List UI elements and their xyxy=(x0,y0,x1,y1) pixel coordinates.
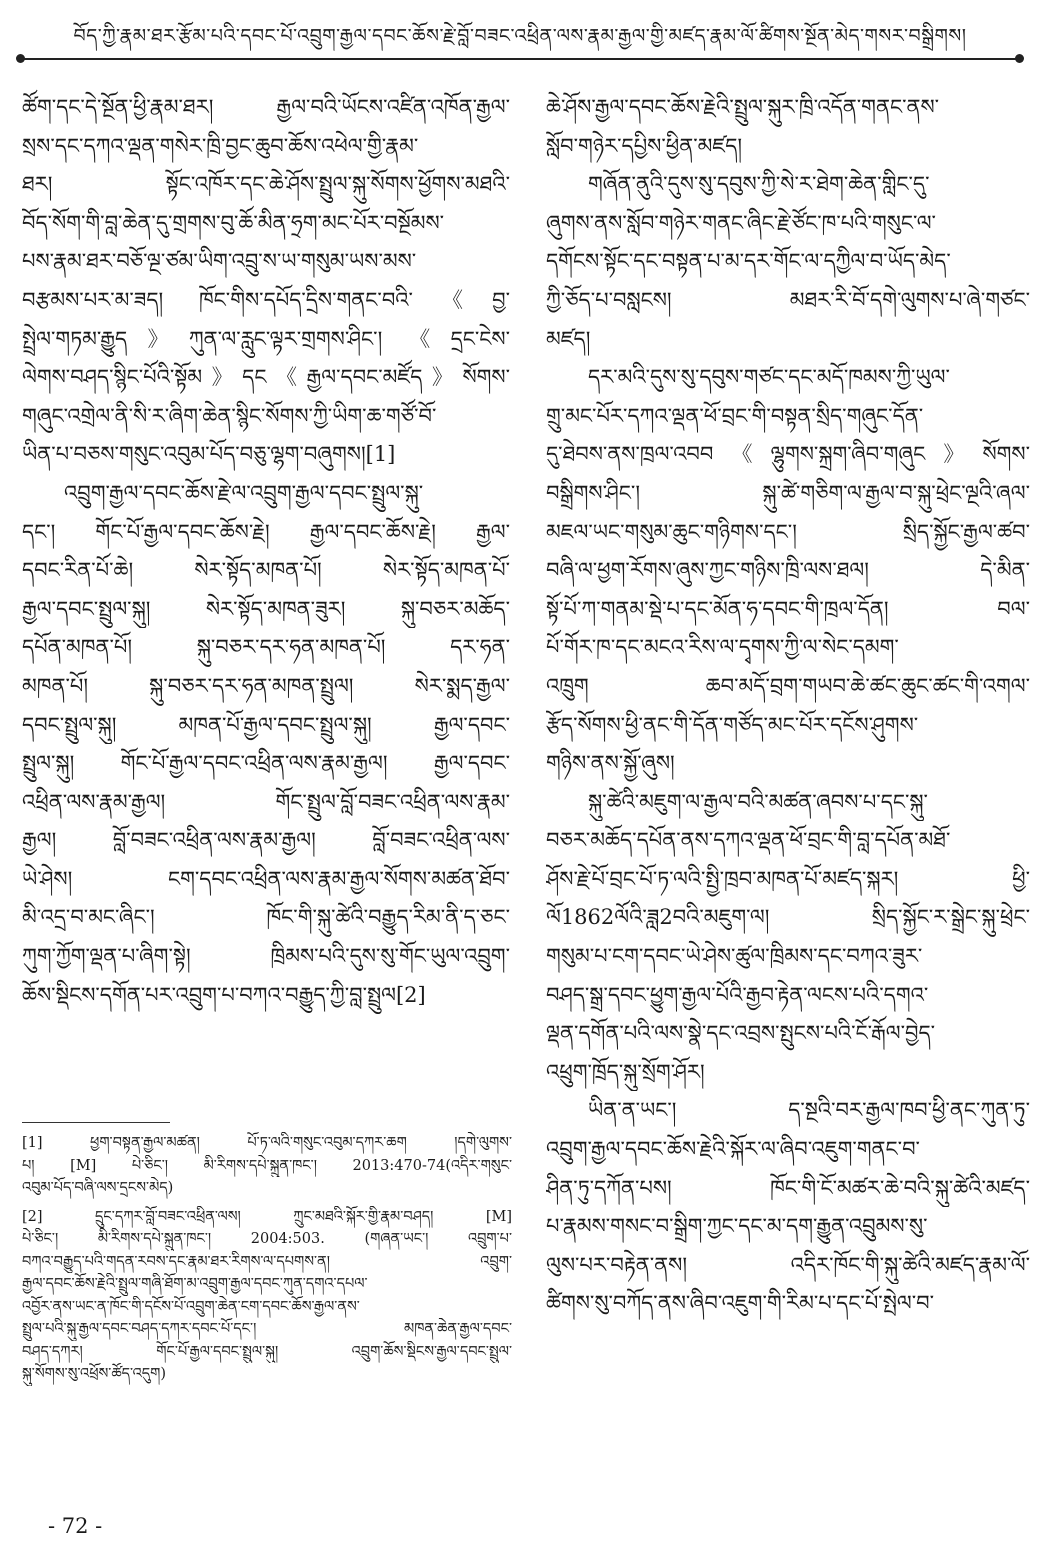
text-line: གཞུང་འགྲེལ་ནི་སི་ར་ཞིག་ཆེན་སྙིང་སོགས་ཀྱི་ཡིག་ཆ་གཙོ་བོ་ xyxy=(22,403,437,428)
text-line: ཡིན་པ་བཅས་གསུང་འབུམ་པོད་བཅུ་ལྷག་བཞུགས།[1] xyxy=(22,442,396,467)
text-line: བཤད་སྒྲ་དབང་ཕྱུག་རྒྱལ་པོའི་རྒྱབ་རྟེན་ལངས་པའི་དགའ་ xyxy=(546,982,929,1007)
text-line: དུ་ཐེབས་ནས་ཁྲལ་འབབ《ལྷུགས་སྐྲག་ཞིབ་གཞུང》སོགས་ xyxy=(546,442,1030,467)
footnote-line: སྐུ་སོགས་སུ་འཕྲོས་ཚོད་འདུག) xyxy=(22,1366,167,1382)
text-line: གཉིས་ནས་སྐྱོ་ཞུས། xyxy=(546,751,675,776)
text-line: གཞོན་ནུའི་དུས་སུ་དབུས་ཀྱི་སེ་ར་ཐེག་ཆེན་གླིང་དུ་ xyxy=(588,172,930,197)
text-line: བསྒྲིགས་ཤིང་། སྐུ་ཚེ་གཅིག་ལ་རྒྱལ་བ་སྐུ་ཕྲེང་ལྔའི་ཞལ་ xyxy=(546,480,1030,505)
text-line: མཛད། xyxy=(546,326,591,351)
text-line: འཁྲུག ཆབ་མདོ་བྲག་གཡབ་ཆེ་ཚང་ཆུང་ཚང་གི་འགལ་ xyxy=(546,673,1030,698)
footnote-line: པ། [M] པེ་ཅིང་། མི་རིགས་དཔེ་སྐྲུན་ཁང་། 2013:470-74(འདིར་གསུང་ xyxy=(22,1157,512,1174)
text-line: གྲུ་མང་པོར་དཀའ་ལྡན་ཕོ་བྲང་གི་བསྟན་སྲིད་གཞུང་དོན་ xyxy=(546,403,924,428)
text-line: མཇལ་ཡང་གསུམ་ཆུང་གཉིགས་དང་། སྲིད་སྐྱོང་རྒྱལ་ཚབ་ xyxy=(546,519,1030,544)
text-line: སྲས་དང་དཀའ་ལྡན་གསེར་ཁྲི་བྱང་ཆུབ་ཆོས་འཕེལ་གྱི་རྣམ་ xyxy=(22,133,419,158)
text-line: ཤིན་ཏུ་དཀོན་པས། ཁོང་གི་ངོ་མཚར་ཆེ་བའི་སྐུ་ཚེའི་མཛད་ xyxy=(546,1175,1030,1200)
text-line: མཁན་པོ། སྐུ་བཅར་དར་ཧན་མཁན་སྤྲུལ། སེར་སྨད་རྒྱལ་ xyxy=(22,673,510,698)
text-line: བོད་སོག་གི་བླ་ཆེན་དུ་གྲགས་བུ་ཆོ་མིན་ཧྲག་མང་པོར་བསྔོམས་ xyxy=(22,210,445,235)
text-line: ཚོག་དང་དེ་སྔོན་ཕྱི་རྣམ་ཐར། རྒྱལ་བའི་ཡོངས་འཛིན་འཁོན་རྒྱལ་ xyxy=(22,95,510,119)
footnote-line: [1] ཕྱག་བསྟན་རྒྱལ་མཚན། པོ་ཏ་ལའི་གསུང་འབུམ་དཀར་ཆག །དགེ་ལུགས་ xyxy=(22,1135,512,1151)
text-line: བརྩམས་པར་མ་ཟད། ཁོང་གིས་དཔོད་དྲིས་གནང་བའི་《བྱ་ xyxy=(22,287,510,312)
text-line: དགོངས་སྟོང་དང་བསྟན་པ་མ་དར་གོང་ལ་དཀྱིལ་བ་ཡོད་མེད་ xyxy=(546,249,951,274)
text-line: ལྡན་དགོན་པའི་ལས་སྣེ་དང་འབྲས་སྤུངས་པའི་ངོ་རྒོལ་བྱེད་ xyxy=(546,1021,936,1046)
footnote-separator xyxy=(22,1122,170,1123)
footnote-line: འབྱོར་ནས་ཡང་ན་ཁོང་གི་དངོས་པོ་འབྲུག་ཆེན་ངག་དབང་ཆོས་རྒྱལ་ནས་ xyxy=(22,1298,360,1315)
left-text-column xyxy=(22,88,510,1014)
text-line: བཞི་ལ་ཕྱག་རོགས་ཞུས་ཀྱང་གཉིས་ཁྲི་ལས་ཐལ། དེ་མིན་ xyxy=(546,558,1030,583)
text-line: སྤྲེལ་གཏམ་རྒྱུད》ཀུན་ལ་རླུང་ལྟར་གྲགས་ཤིང་། 《དྲང་ངེས་ xyxy=(22,326,510,351)
footnote-line: བཀའ་བརྒྱུད་པའི་གདན་རབས་དང་རྣམ་ཐར་རིགས་ལ་དཔགས་ན། འབྲུག་ xyxy=(22,1253,512,1270)
running-header xyxy=(0,0,1040,62)
text-line: དབང་སྤྲུལ་སྐུ། མཁན་པོ་རྒྱལ་དབང་སྤྲུལ་སྐུ། རྒྱལ་དབང་ xyxy=(22,712,510,737)
text-line: ལེགས་བཤད་སྙིང་པོའི་སྟོམ》དང《རྒྱལ་དབང་མཛོད》སོགས་ xyxy=(22,365,510,390)
text-line: དང་། གོང་པོ་རྒྱལ་དབང་ཆོས་རྗེ། རྒྱལ་དབང་ཆོས་རྗེ། རྒྱལ་ xyxy=(22,519,510,544)
text-line: རྩོད་སོགས་ཕྱི་ནང་གི་དོན་གཙོད་མང་པོར་དངོས་ཤུགས་ xyxy=(546,712,919,737)
text-line: བཅར་མཆོད་དཔོན་ནས་དཀའ་ལྡན་ཕོ་བྲང་གི་བླ་དཔོན་མཐོ་ xyxy=(546,828,951,853)
footnote-line: སྤྲུལ་པའི་སྐུ་རྒྱལ་དབང་བཤད་དཀར་དབང་པོ་དང་། མཁན་ཆེན་རྒྱལ་དབང་ xyxy=(22,1321,512,1337)
text-line: ཀུག་ཀྱོག་ལྡན་པ་ཞིག་སྟེ། ཁྲིམས་པའི་དུས་སུ་གོང་ཡུལ་འབྲུག་ xyxy=(22,944,510,969)
footnote-line: [2] དྲུང་དཀར་བློ་བཟང་འཕྲིན་ལས། ཀྲུང་མཐའི་སྐོར་གྱི་རྣམ་བཤད། [M] xyxy=(22,1208,512,1225)
text-line: སྐུ་ཚེའི་མཇུག་ལ་རྒྱལ་བའི་མཚན་ཞབས་པ་དང་སྐུ་ xyxy=(588,789,928,814)
running-header-title: བོད་ཀྱི་རྣམ་ཐར་རྩོམ་པའི་དབང་པོ་འབྲུག་རྒྱལ་དབང་ཆོས་རྗེ་བློ་བཟང་འཕྲིན་ལས་རྣམ་རྒྱལ་གྱི་མཛད་རྣམ་ལོ་ཚིགས་སྔོན་མེད་གསར་བསྒྲིགས། xyxy=(73,25,967,47)
text-line: ཚིགས་སུ་བཀོད་ནས་ཞིབ་འཇུག་གི་རིམ་པ་དང་པོ་སྤེལ་བ་ xyxy=(546,1291,934,1316)
text-line: དཔོན་མཁན་པོ། སྐུ་བཅར་དར་ཧན་མཁན་པོ། དར་ཧན་ xyxy=(22,635,510,660)
text-line: པ་རྣམས་གསང་བ་སྒྲིག་ཀྱང་དང་མ་དག་རྒྱུན་འབྲུམས་སུ་ xyxy=(546,1214,928,1239)
right-text-column xyxy=(546,88,1030,1323)
text-line: འབྲུག་རྒྱལ་དབང་ཆོས་རྗེའི་སྐོར་ལ་ཞིབ་འཇུག་གནང་བ་ xyxy=(546,1137,920,1162)
text-line: གསུམ་པ་ངག་དབང་ཡེ་ཤེས་ཚུལ་ཁྲིམས་དང་བཀའ་ཟུར་ xyxy=(546,944,923,969)
text-line: རྒྱལ། བློ་བཟང་འཕྲིན་ལས་རྣམ་རྒྱལ། བློ་བཟང་འཕྲིན་ལས་ xyxy=(22,828,510,853)
header-rule-left-dot xyxy=(16,54,25,63)
text-line: ཡིན་ན་ཡང་། ད་སྔའི་བར་རྒྱལ་ཁབ་ཕྱི་ནང་ཀུན་ཏུ་ xyxy=(588,1098,1030,1123)
text-line: འཕྲིན་ལས་རྣམ་རྒྱལ། གོང་སྤྲུལ་བློ་བཟང་འཕྲིན་ལས་རྣམ་ xyxy=(22,789,510,814)
text-line: པོ་གོར་ཁ་དང་མངའ་རིས་ལ་དྭགས་ཀྱི་ལ་སེང་དམག་ xyxy=(546,635,899,660)
footnote-line: འབུམ་པོད་བཞི་ལས་དྲངས་མེད) xyxy=(22,1180,174,1196)
text-line: ཡེ་ཤེས། ངག་དབང་འཕྲིན་ལས་རྣམ་རྒྱལ་སོགས་མཚན་ཐོབ་ xyxy=(22,866,510,891)
text-line: སྟོ་པོ་ཀ་གནམ་སྡེ་པ་དང་མོན་ཧ་དབང་གི་ཁྲལ་དོན། བལ་ xyxy=(546,596,1030,621)
text-line: དར་མའི་དུས་སུ་དབུས་གཙང་དང་མདོ་ཁམས་ཀྱི་ཡུལ་ xyxy=(588,365,950,390)
text-line: ལུས་པར་བརྟེན་ནས། འདིར་ཁོང་གི་སྐུ་ཚེའི་མཛད་རྣམ་ལོ་ xyxy=(546,1252,1030,1277)
text-line: སློབ་གཉེར་དཔྱིས་ཕྱིན་མཛད། xyxy=(546,133,743,158)
footnote-line: རྒྱལ་དབང་ཆོས་རྗེའི་སྤྲུལ་གཞི་ཐོག་མ་འབྲུག་རྒྱལ་དབང་ཀུན་དགའ་དཔལ་ xyxy=(22,1276,368,1292)
text-line: ལོ1862ལོའི་ཟླ2བའི་མཇུག་ལ། སྲིད་སྐྱོང་ར་སྒྲེང་སྐུ་ཕྲེང་ xyxy=(546,905,1030,930)
text-line: མི་འདྲ་བ་མང་ཞིང་། ཁོང་གི་སྐུ་ཚེའི་བརྒྱུད་རིམ་ནི་ད་ཅང་ xyxy=(22,905,510,930)
text-line: ཆེ་ཤོས་རྒྱལ་དབང་ཆོས་རྗེའི་སྤྲུལ་སྐུར་ཁྲི་འདོན་གནང་ནས་ xyxy=(546,95,940,119)
text-line: ཐར། སྟོང་འཁོར་དང་ཆེ་ཤོས་སྤྲུལ་སྐུ་སོགས་ཕྱོགས་མཐའི་ xyxy=(22,172,510,197)
footnotes xyxy=(22,1132,512,1386)
text-line: ཀྱི་ཅོད་པ་བསླངས། མཐར་རི་བོ་དགེ་ལུགས་པ་ཞེ་གཙང་ xyxy=(546,287,1030,312)
text-line: རྒྱལ་དབང་སྤྲུལ་སྐུ། སེར་སྟོད་མཁན་ཟུར། སྐུ་བཅར་མཆོད་ xyxy=(22,596,510,621)
text-line: ཤོས་རྗེ་པོ་བྲང་པོ་ཏ་ལའི་སྤྱི་ཁྲབ་མཁན་པོ་མཛད་སྐར། ཕྱི་ xyxy=(546,866,1030,891)
text-line: འཕྲུག་ཁྲོད་སྐུ་སྲོག་ཤོར། xyxy=(546,1059,705,1084)
text-line: འབྲུག་རྒྱལ་དབང་ཆོས་རྗེ་ལ་འབྲུག་རྒྱལ་དབང་སྤྲུལ་སྐུ་ xyxy=(64,480,424,505)
header-rule xyxy=(20,58,1020,60)
text-line: ཞུགས་ནས་སློབ་གཉེར་གནང་ཞིང་རྗེ་ཙོང་ཁ་པའི་གསུང་ལ་ xyxy=(546,210,936,235)
footnote-line: བཤད་དཀར། གོང་པོ་རྒྱལ་དབང་སྤྲུལ་སྐུ། འབྲུག་ཆོས་སྡིངས་རྒྱལ་དབང་སྤྲུལ་ xyxy=(22,1343,512,1360)
text-line: དབང་རིན་པོ་ཆེ། སེར་སྟོད་མཁན་པོ། སེར་སྟོད་མཁན་པོ་ xyxy=(22,558,510,583)
text-line: སྤྲུལ་སྐུ། གོང་པོ་རྒྱལ་དབང་འཕྲིན་ལས་རྣམ་རྒྱལ། རྒྱལ་དབང་ xyxy=(22,751,510,776)
footnote-line: པེ་ཅིང་། མི་རིགས་དཔེ་སྐྲུན་ཁང་། 2004:503. (གཞན་ཡང་། འབྲུག་པ་ xyxy=(22,1231,512,1247)
text-line: པས་རྣམ་ཐར་བཅོ་ལྔ་ཙམ་ཡིག་འབྲུ་ས་ཡ་གསུམ་ཡས་མས་ xyxy=(22,249,417,274)
page-number: - 72 - xyxy=(48,1514,103,1538)
header-rule-right-dot xyxy=(1015,54,1024,63)
text-line: ཆོས་སྡིངས་དགོན་པར་འབྲུག་པ་བཀའ་བརྒྱུད་ཀྱི་བླ་སྤྲུལ[2] xyxy=(22,982,426,1007)
